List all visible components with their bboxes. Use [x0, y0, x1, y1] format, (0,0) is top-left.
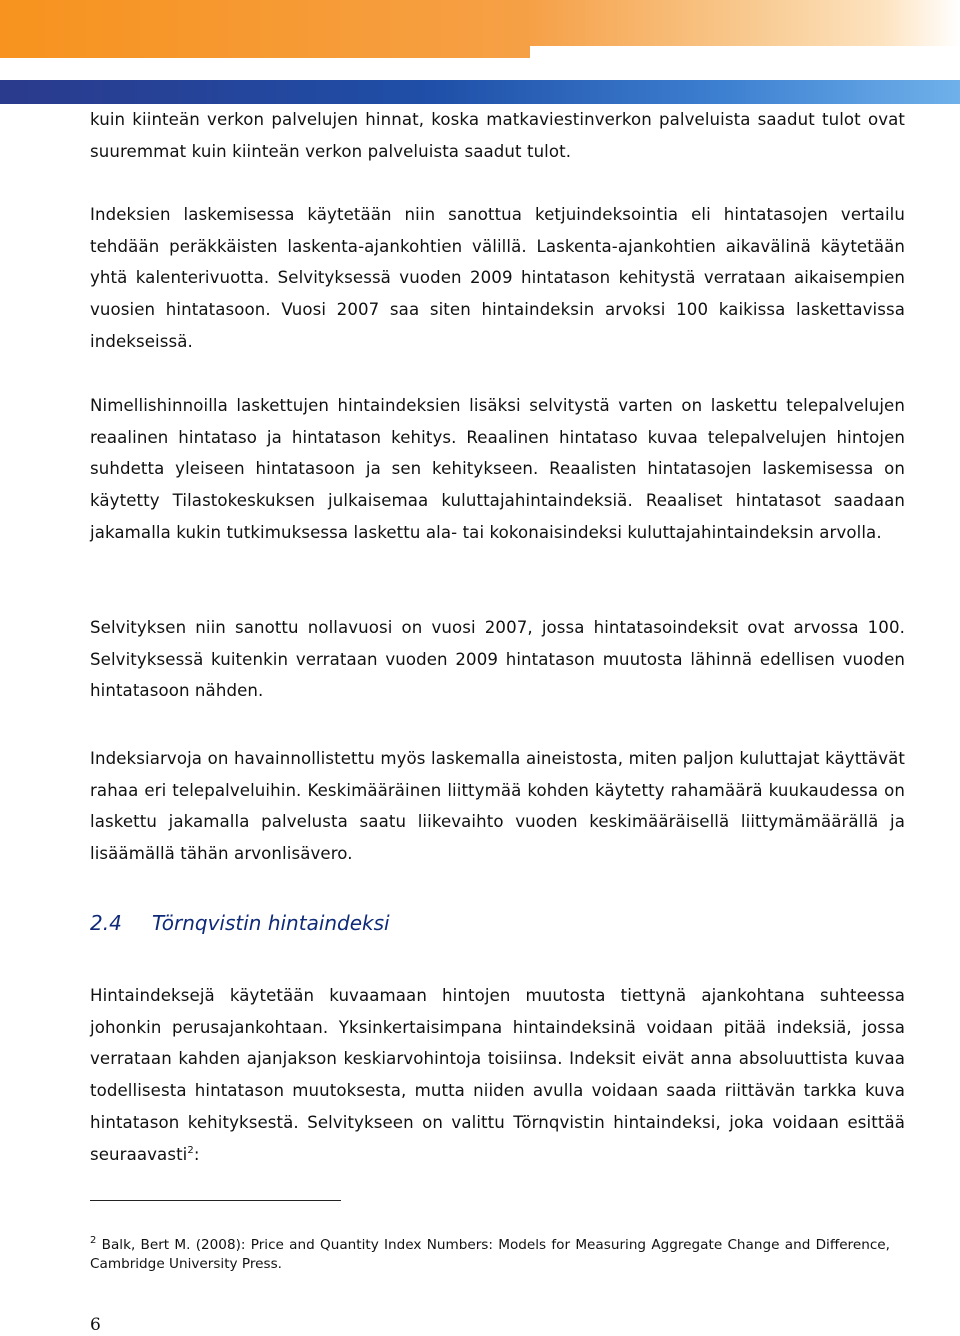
paragraph-6-end: :	[193, 1144, 200, 1164]
section-number: 2.4	[90, 911, 122, 935]
paragraph-4: Selvityksen niin sanottu nollavuosi on vuosi 2007, jossa hintatasoindeksit ovat arvossa 100. Selvityksessä kuitenkin verrataan vuoden 2009 hintatason muutosta lähinnä edellisen vuoden hintatasoon nähden.	[90, 618, 905, 701]
paragraph-2: Indeksien laskemisessa käytetään niin sanottua ketjuindeksointia eli hintatasojen vertailu tehdään peräkkäisten laskenta-ajankohtien välillä. Laskenta-ajankohtien aikavälinä käytetään yhtä kalenterivuotta. Selvityksessä vuoden 2009 hintatason kehitystä verrataan aikaisempien vuosien hintatasoon. Vuosi 2007 saa siten hintaindeksin arvoksi 100 kaikissa laskettavissa indekseissä.	[90, 205, 905, 351]
page-number: 6	[90, 1315, 101, 1335]
header-orange-band	[0, 0, 960, 58]
section-heading	[90, 907, 905, 939]
footnote-text: Balk, Bert M. (2008): Price and Quantity Index Numbers: Models for Measuring Aggregate Change and Difference, Cambridge University Press.	[90, 1237, 890, 1272]
footnote-reference[interactable]: 2	[187, 1144, 194, 1156]
footnote-mark: 2	[90, 1235, 97, 1246]
paragraph-6	[90, 980, 905, 1170]
paragraph-3: Nimellishinnoilla laskettujen hintaindeksien lisäksi selvitystä varten on laskettu telepalvelujen reaalinen hintataso ja hintatason kehitys. Reaalinen hintataso kuvaa telepalvelujen hintojen suhdetta yleiseen hintatasoon ja sen kehitykseen. Reaalisten hintatasojen laskemisessa on käytetty Tilastokeskuksen julkaisemaa kuluttajahintaindeksiä. Reaaliset hintatasot saadaan jakamalla kukin tutkimuksessa laskettu ala- tai kokonaisindeksi kuluttajahintaindeksin arvolla.	[90, 396, 905, 542]
paragraph-6-text: Hintaindeksejä käytetään kuvaamaan hintojen muutosta tiettynä ajankohtana suhteessa johonkin perusajankohtaan. Yksinkertaisimpana hintaindeksinä voidaan pitää indeksiä, jossa verrataan kahden ajanjakson keskiarvohintoja toisiinsa. Indeksit eivät anna absoluuttista kuvaa todellisesta hintatason muutoksesta, mutta niiden avulla voidaan saada riittävän tarkka kuva hintatason kehityksestä. Selvitykseen on valittu Törnqvistin hintaindeksi, joka voidaan esittää seuraavasti	[90, 986, 905, 1164]
header-blue-band	[0, 80, 960, 104]
footnote	[90, 1236, 890, 1273]
footnote-divider	[90, 1200, 341, 1201]
paragraph-1: kuin kiinteän verkon palvelujen hinnat, koska matkaviestinverkon palveluista saadut tulot ovat suuremmat kuin kiinteän verkon palveluista saadut tulot.	[90, 110, 905, 161]
section-title: Törnqvistin hintaindeksi	[152, 911, 390, 935]
paragraph-5: Indeksiarvoja on havainnollistettu myös laskemalla aineistosta, miten paljon kuluttajat käyttävät rahaa eri telepalveluihin. Keskimääräinen liittymää kohden käytetty rahamäärä kuukaudessa on laskettu jakamalla palvelusta saatu liikevaihto vuoden keskimääräisellä liittymämäärällä ja lisäämällä tähän arvonlisävero.	[90, 749, 905, 864]
